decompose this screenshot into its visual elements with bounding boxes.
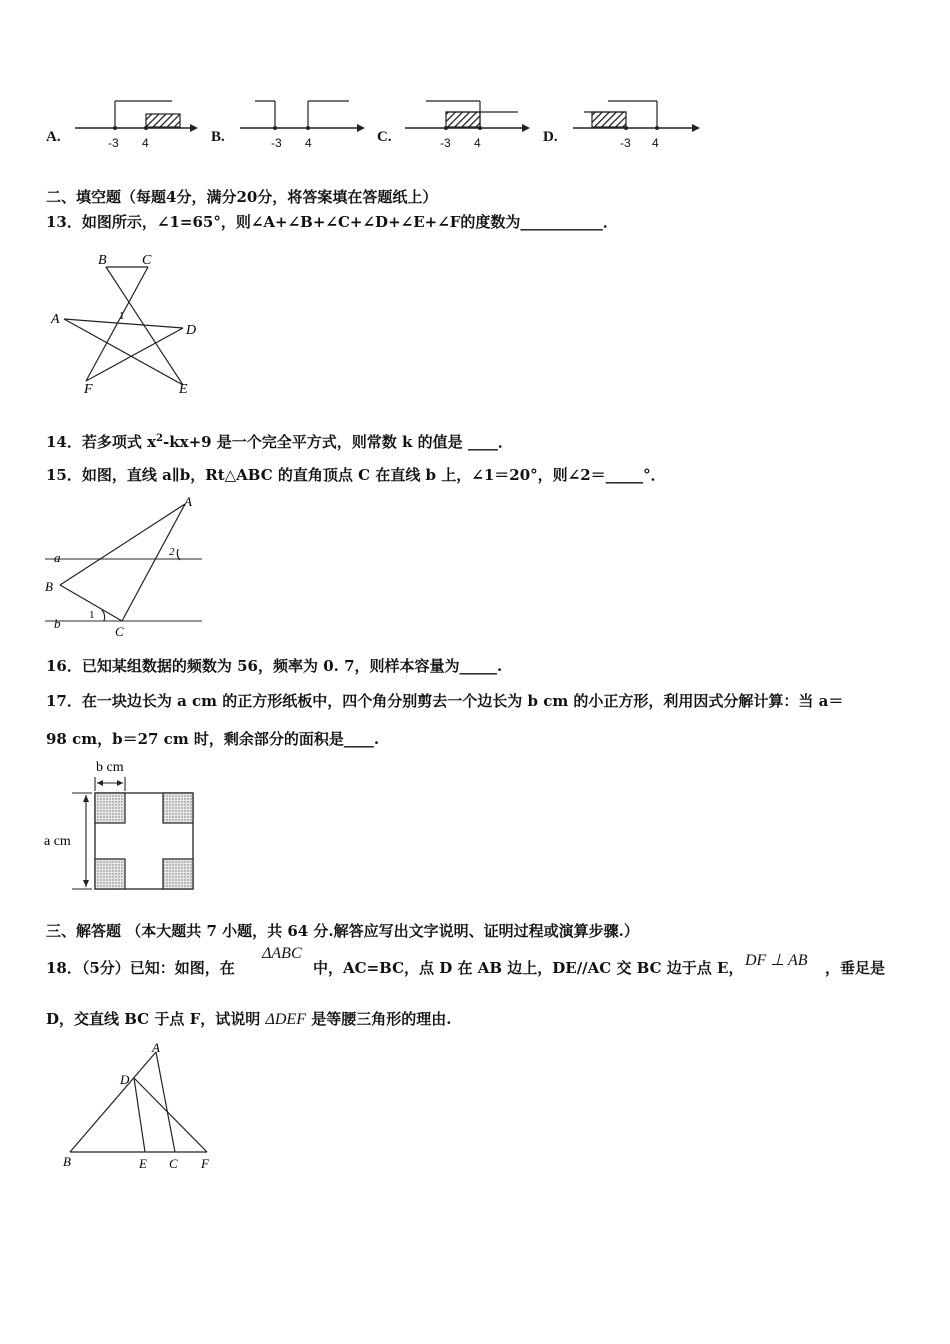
option-b-tick-neg3: -3 — [271, 136, 282, 150]
q15-label-b-point: B — [45, 579, 53, 594]
q17-label-b-cm: b cm — [96, 760, 124, 775]
q18-triangle-def: ΔDEF — [265, 1011, 306, 1028]
q18-perpendicular: DF ⊥ AB — [745, 952, 808, 969]
q13-text: 13．如图所示，∠1=65°，则∠A+∠B+∠C+∠D+∠E+∠F的度数为 — [46, 213, 521, 231]
q13-end: ． — [602, 213, 618, 231]
q15-label-1: 1 — [89, 609, 95, 621]
option-a-label[interactable]: A. — [46, 129, 61, 145]
q17-square-figure — [40, 756, 210, 896]
number-line-b — [235, 96, 370, 146]
question-18-part-3: ，垂足是 — [825, 959, 886, 977]
q18-triangle-figure — [55, 1038, 225, 1178]
option-c-tick-neg3: -3 — [440, 136, 451, 150]
q18-label-c: C — [169, 1156, 178, 1171]
question-16: 16．已知某组数据的频数为 56，频率为 0. 7，则样本容量为_____. — [46, 657, 503, 675]
option-d-tick-neg3: -3 — [620, 136, 631, 150]
q13-label-c: C — [142, 253, 152, 268]
section-3-heading: 三、解答题 （本大题共 7 小题，共 64 分.解答应写出文字说明、证明过程或演算步骤.） — [46, 922, 639, 940]
question-14 — [46, 430, 513, 451]
section-2-heading: 二、填空题（每题4分，满分20分，将答案填在答题纸上） — [46, 188, 438, 206]
q15-label-2: 2 — [169, 546, 175, 558]
question-17-line-2: 98 cm，b＝27 cm 时，剩余部分的面积是____. — [46, 730, 380, 748]
question-18-line-2 — [46, 1010, 451, 1029]
number-line-d — [568, 96, 703, 146]
q15-figure — [40, 494, 210, 639]
q18-label-e: E — [139, 1156, 147, 1171]
q13-label-e: E — [179, 382, 188, 397]
q15-label-line-b: b — [54, 616, 61, 631]
q13-label-f: F — [84, 382, 93, 397]
number-line-c — [400, 96, 535, 146]
q18-label-d: D — [120, 1072, 130, 1087]
question-18-part-1: 18．（5分）已知：如图，在 — [46, 959, 235, 977]
option-b-tick-4: 4 — [305, 136, 312, 150]
q14-post: -kx+9 是一个完全平方式，则常数 k 的值是 ____． — [163, 433, 513, 451]
option-c-tick-4: 4 — [474, 136, 481, 150]
q18-label-b: B — [63, 1154, 71, 1169]
option-b-label[interactable]: B. — [211, 129, 225, 145]
q15-label-a-point: A — [184, 494, 192, 509]
q13-label-b: B — [98, 253, 107, 268]
option-a-tick-4: 4 — [142, 136, 149, 150]
question-18-part-2: 中，AC=BC，点 D 在 AB 边上，DE//AC 交 BC 边于点 E， — [313, 959, 744, 977]
q15-label-line-a: a — [54, 550, 61, 565]
q14-sup: 2 — [156, 433, 164, 444]
option-d-label[interactable]: D. — [543, 129, 558, 145]
option-a-tick-neg3: -3 — [108, 136, 119, 150]
number-line-a — [70, 96, 200, 146]
question-15: 15．如图，直线 a∥b，Rt△ABC 的直角顶点 C 在直线 b 上，∠1＝20°，则∠2＝_____°． — [46, 466, 666, 484]
q13-label-d: D — [186, 323, 197, 338]
q18-triangle-abc: ΔABC — [262, 945, 302, 962]
q14-pre: 14．若多项式 x — [46, 433, 157, 451]
question-13 — [46, 213, 618, 231]
q13-label-1: 1 — [119, 310, 125, 322]
q18-line2-post: 是等腰三角形的理由. — [311, 1010, 452, 1028]
q13-label-a: A — [51, 312, 60, 327]
q18-label-f: F — [201, 1156, 209, 1171]
option-d-tick-4: 4 — [652, 136, 659, 150]
q18-line2-pre: D，交直线 BC 于点 F，试说明 — [46, 1010, 261, 1028]
q18-label-a: A — [152, 1040, 160, 1055]
q13-star-figure — [46, 248, 211, 398]
q17-label-a-cm: a cm — [44, 834, 71, 849]
q13-answer-blank[interactable]: ___________ — [520, 213, 603, 231]
option-c-label[interactable]: C. — [377, 129, 392, 145]
question-17-line-1: 17．在一块边长为 a cm 的正方形纸板中，四个角分别剪去一个边长为 b cm 的小正方形，利用因式分解计算：当 a＝ — [46, 692, 844, 710]
q15-label-c: C — [115, 624, 124, 639]
